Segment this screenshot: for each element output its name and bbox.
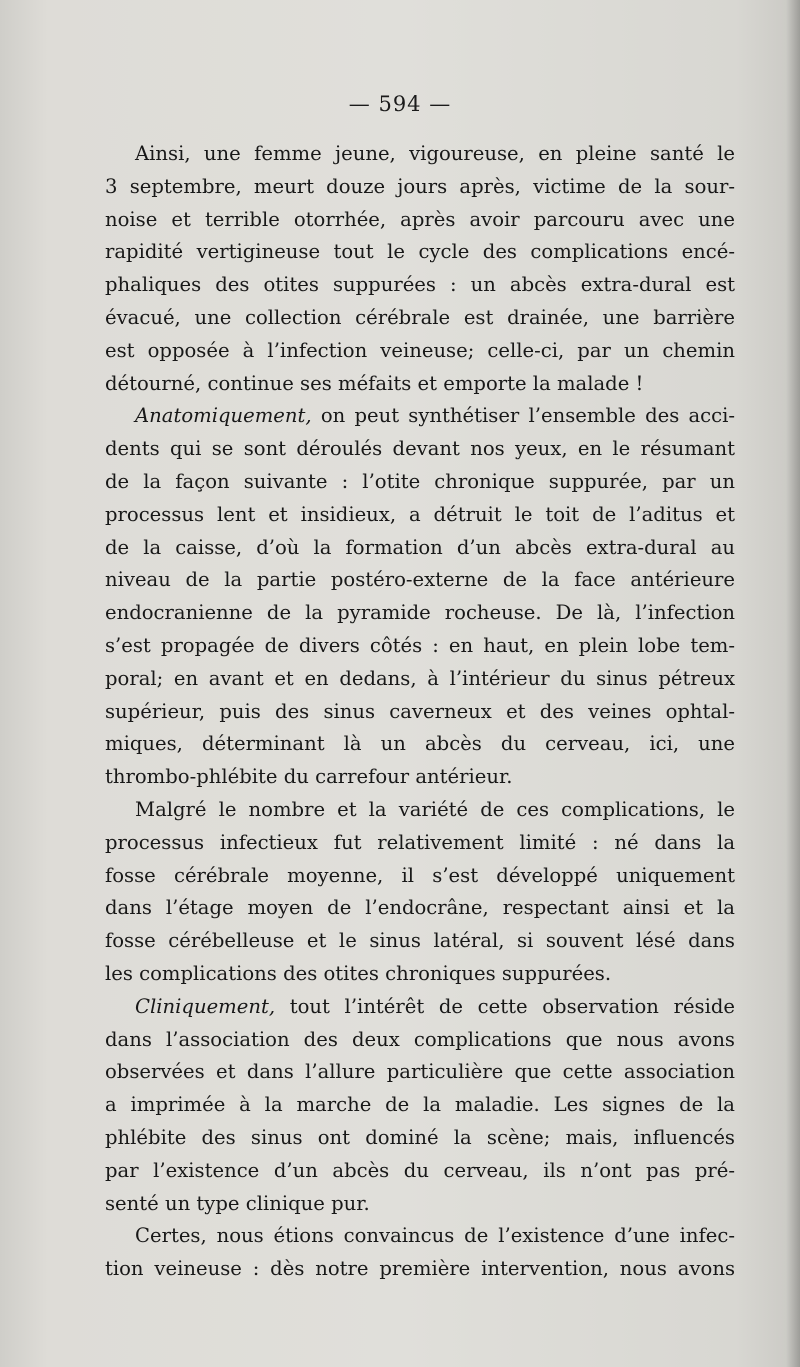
page-edge-shadow [786, 0, 800, 1367]
text-line: fosse cérébelleuse et le sinus latéral, si souvent lésé dans [105, 929, 735, 953]
page-number: — 594 — [348, 92, 452, 116]
text-line: thrombo-phlébite du carrefour antérieur. [105, 765, 513, 789]
text-line: phaliques des otites suppurées : un abcès extra-dural est [105, 273, 735, 297]
italic-lead: Anatomiquement, [135, 404, 312, 428]
text-line: dans l’étage moyen de l’endocrâne, respectant ainsi et la [105, 896, 735, 920]
line-rest: on peut synthétiser l’ensemble des acci- [311, 404, 735, 428]
text-line: par l’existence d’un abcès du cerveau, ils n’ont pas pré- [105, 1158, 735, 1182]
body-text [105, 138, 735, 1286]
text-line: niveau de la partie postéro-externe de la face antérieure [105, 568, 735, 592]
text-line: 3 septembre, meurt douze jours après, victime de la sour- [105, 174, 735, 198]
text-line: de la caisse, d’où la formation d’un abcès extra-dural au [105, 535, 735, 559]
text-line: phlébite des sinus ont dominé la scène; mais, influencés [105, 1125, 735, 1149]
text-line: dans l’association des deux complications que nous avons [105, 1027, 735, 1051]
text-line: noise et terrible otorrhée, après avoir parcouru avec une [105, 207, 735, 231]
text-line: évacué, une collection cérébrale est drainée, une barrière [105, 305, 735, 329]
text-line: processus lent et insidieux, a détruit le toit de l’aditus et [105, 502, 735, 526]
text-line: est opposée à l’infection veineuse; celle-ci, par un chemin [105, 338, 735, 362]
text-line: s’est propagée de divers côtés : en haut, en plein lobe tem- [105, 633, 735, 657]
text-line: tion veineuse : dès notre première intervention, nous avons [105, 1257, 735, 1281]
text-line: poral; en avant et en dedans, à l’intérieur du sinus pétreux [105, 666, 735, 690]
text-line: endocranienne de la pyramide rocheuse. De là, l’infection [105, 601, 735, 625]
text-line: dents qui se sont déroulés devant nos yeux, en le résumant [105, 437, 735, 461]
text-line: les complications des otites chroniques suppurées. [105, 961, 612, 985]
paragraph-2 [105, 400, 735, 794]
paragraph-1 [105, 138, 735, 400]
text-line [105, 991, 735, 1024]
text-line: de la façon suivante : l’otite chronique suppurée, par un [105, 469, 735, 493]
text-line [105, 400, 735, 433]
text-line: Certes, nous étions convaincus de l’existence d’une infec- [135, 1224, 735, 1248]
text-line: supérieur, puis des sinus caverneux et des veines ophtal- [105, 699, 735, 723]
paragraph-3 [105, 794, 735, 991]
text-line: observées et dans l’allure particulière que cette association [105, 1060, 735, 1084]
text-line: détourné, continue ses méfaits et emporte la malade ! [105, 371, 644, 395]
text-line: rapidité vertigineuse tout le cycle des complications encé- [105, 240, 735, 264]
text-line: processus infectieux fut relativement limité : né dans la [105, 830, 735, 854]
line-rest: tout l’intérêt de cette observation réside [275, 994, 735, 1018]
text-line: senté un type clinique pur. [105, 1191, 370, 1215]
italic-lead: Cliniquement, [135, 994, 276, 1018]
text-line: miques, déterminant là un abcès du cerveau, ici, une [105, 732, 735, 756]
text-line: Ainsi, une femme jeune, vigoureuse, en pleine santé le [135, 142, 735, 165]
text-line: fosse cérébrale moyenne, il s’est développé uniquement [105, 863, 735, 887]
paragraph-4 [105, 991, 735, 1221]
text-line: Malgré le nombre et la variété de ces complications, le [135, 797, 735, 821]
paragraph-5 [105, 1220, 735, 1286]
text-line: a imprimée à la marche de la maladie. Les signes de la [105, 1093, 735, 1117]
